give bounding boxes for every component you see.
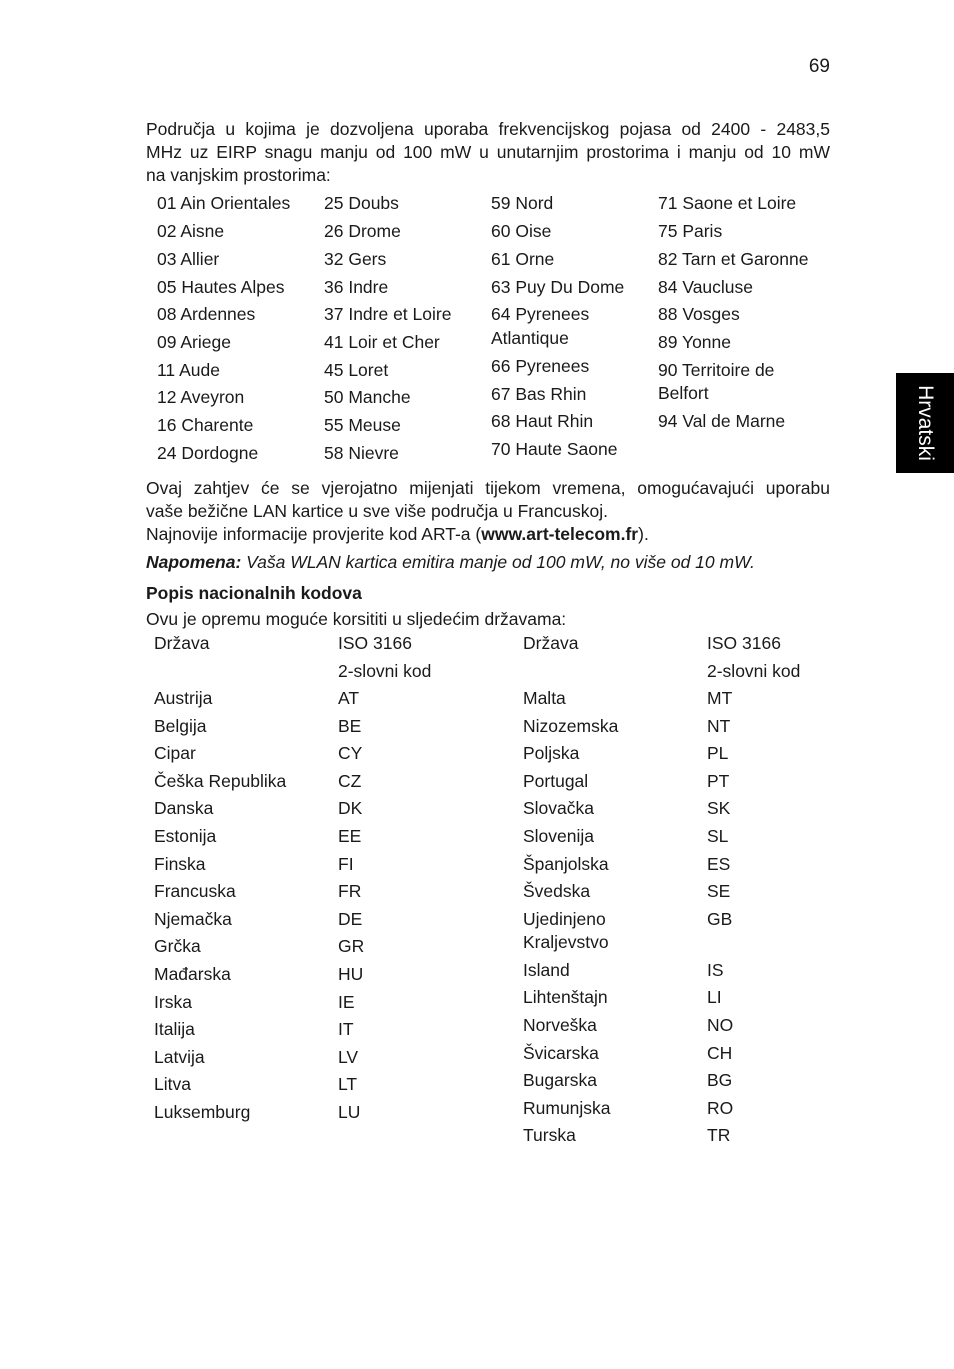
country-code: NT xyxy=(707,716,731,736)
country-code: LI xyxy=(707,987,722,1007)
note-paragraph xyxy=(146,551,830,574)
country-code: ES xyxy=(707,854,731,874)
page-number: 69 xyxy=(808,56,830,77)
country-code: IE xyxy=(338,992,355,1012)
department-cell: 58 Nievre xyxy=(324,443,399,463)
country-name: Švicarska xyxy=(523,1043,599,1063)
country-code: CY xyxy=(338,743,363,763)
country-code: AT xyxy=(338,688,360,708)
country-code: BE xyxy=(338,716,362,736)
change-line: vaše bežične LAN kartice u sve više područja u Francuskoj. xyxy=(146,501,609,521)
country-code: RO xyxy=(707,1098,734,1118)
department-cell: 16 Charente xyxy=(157,415,254,435)
country-code: DE xyxy=(338,909,363,929)
department-cell: 94 Val de Marne xyxy=(658,411,786,431)
country-name: Portugal xyxy=(523,771,589,791)
department-cell: 88 Vosges xyxy=(658,304,740,324)
country-name: Belgija xyxy=(154,716,207,736)
country-code: IS xyxy=(707,960,724,980)
department-cell: 11 Aude xyxy=(157,360,220,380)
country-code: EE xyxy=(338,826,362,846)
department-cell: 09 Ariege xyxy=(157,332,231,352)
language-tab-label: Hrvatski xyxy=(914,385,937,461)
country-name: Cipar xyxy=(154,743,196,763)
country-name: Nizozemska xyxy=(523,716,619,736)
department-cell: 61 Orne xyxy=(491,249,555,269)
department-cell: 84 Vaucluse xyxy=(658,277,754,297)
change-paragraph xyxy=(146,477,830,546)
department-cell: 24 Dordogne xyxy=(157,443,259,463)
country-code: FI xyxy=(338,854,354,874)
country-code: CH xyxy=(707,1043,733,1063)
country-name: Bugarska xyxy=(523,1070,597,1090)
header-code: ISO 3166 xyxy=(707,633,781,653)
country-code: GB xyxy=(707,909,733,929)
department-cell: 05 Hautes Alpes xyxy=(157,277,285,297)
department-cell: 75 Paris xyxy=(658,221,723,241)
country-name: Malta xyxy=(523,688,566,708)
country-name: Slovačka xyxy=(523,798,595,818)
intro-line: Područja u kojima je dozvoljena uporaba frekvencijskog pojasa od 2400 - 2483,5 xyxy=(146,119,830,139)
department-cell: 67 Bas Rhin xyxy=(491,384,587,404)
note-text: Vaša WLAN kartica emitira manje od 100 mW, no više od 10 mW. xyxy=(241,552,755,572)
department-cell: 90 Territoire de xyxy=(658,360,775,380)
country-name: Danska xyxy=(154,798,214,818)
country-code: IT xyxy=(338,1019,354,1039)
country-name: Slovenija xyxy=(523,826,595,846)
country-code: DK xyxy=(338,798,363,818)
header-code: ISO 3166 xyxy=(338,633,412,653)
country-code: HU xyxy=(338,964,364,984)
country-code: TR xyxy=(707,1125,731,1145)
country-name: Grčka xyxy=(154,936,201,956)
department-cell: 59 Nord xyxy=(491,193,554,213)
country-name: Poljska xyxy=(523,743,580,763)
info-line xyxy=(146,523,830,546)
department-cell: 37 Indre et Loire xyxy=(324,304,452,324)
country-name: Austrija xyxy=(154,688,213,708)
header-country: Država xyxy=(154,633,210,653)
country-name: Mađarska xyxy=(154,964,231,984)
country-name: Španjolska xyxy=(523,854,609,874)
country-code: LU xyxy=(338,1102,361,1122)
country-name-line2: Kraljevstvo xyxy=(523,932,609,952)
country-code: SL xyxy=(707,826,729,846)
department-cell: 03 Allier xyxy=(157,249,220,269)
country-name: Ujedinjeno xyxy=(523,909,606,929)
country-name: Litva xyxy=(154,1074,191,1094)
country-name: Estonija xyxy=(154,826,217,846)
department-cell: 01 Ain Orientales xyxy=(157,193,291,213)
department-cell: 12 Aveyron xyxy=(157,387,245,407)
department-cell: 08 Ardennes xyxy=(157,304,256,324)
department-cell: 66 Pyrenees xyxy=(491,356,590,376)
department-cell: 55 Meuse xyxy=(324,415,401,435)
country-code: GR xyxy=(338,936,365,956)
header-code-sub: 2-slovni kod xyxy=(338,661,432,681)
department-cell: 70 Haute Saone xyxy=(491,439,618,459)
art-telecom-link[interactable]: www.art-telecom.fr xyxy=(481,524,639,544)
intro-line: MHz uz EIRP snagu manju od 100 mW u unutarnjim prostorima i manju od 10 mW xyxy=(146,142,830,162)
codes-intro: Ovu je opremu moguće korsititi u sljedećim državama: xyxy=(146,609,567,629)
country-code: CZ xyxy=(338,771,362,791)
country-code: LV xyxy=(338,1047,359,1067)
country-name: Luksemburg xyxy=(154,1102,251,1122)
change-line: Ovaj zahtjev će se vjerojatno mijenjati tijekom vremena, omogućavajući uporabu xyxy=(146,478,830,498)
header-code-sub: 2-slovni kod xyxy=(707,661,801,681)
country-name: Švedska xyxy=(523,881,591,901)
country-name: Češka Republika xyxy=(154,771,287,791)
country-code: MT xyxy=(707,688,733,708)
department-cell: 02 Aisne xyxy=(157,221,225,241)
codes-heading-text: Popis nacionalnih kodova xyxy=(146,583,362,603)
intro-paragraph xyxy=(146,118,830,187)
info-text: Najnovije informacije provjerite kod ART-a ( xyxy=(146,524,482,544)
country-name: Latvija xyxy=(154,1047,205,1067)
country-name: Lihtenštajn xyxy=(523,987,608,1007)
country-name: Norveška xyxy=(523,1015,597,1035)
department-cell: 26 Drome xyxy=(324,221,401,241)
country-code: SE xyxy=(707,881,731,901)
country-name: Njemačka xyxy=(154,909,232,929)
intro-line: na vanjskim prostorima: xyxy=(146,165,331,185)
country-code: NO xyxy=(707,1015,734,1035)
country-code: PT xyxy=(707,771,730,791)
department-cell: 71 Saone et Loire xyxy=(658,193,797,213)
country-name: Irska xyxy=(154,992,192,1012)
header-country: Država xyxy=(523,633,579,653)
info-text-end: ). xyxy=(638,524,649,544)
department-cell: 41 Loir et Cher xyxy=(324,332,440,352)
country-name: Rumunjska xyxy=(523,1098,611,1118)
department-cell: 50 Manche xyxy=(324,387,411,407)
department-cell: 60 Oise xyxy=(491,221,552,241)
country-name: Turska xyxy=(523,1125,576,1145)
country-code: PL xyxy=(707,743,729,763)
department-cell: 36 Indre xyxy=(324,277,389,297)
department-cell: 89 Yonne xyxy=(658,332,732,352)
country-name: Francuska xyxy=(154,881,236,901)
country-code: SK xyxy=(707,798,731,818)
department-cell: 68 Haut Rhin xyxy=(491,411,594,431)
country-code: BG xyxy=(707,1070,733,1090)
country-name: Italija xyxy=(154,1019,195,1039)
country-name: Finska xyxy=(154,854,206,874)
country-name: Island xyxy=(523,960,570,980)
country-code: FR xyxy=(338,881,362,901)
department-cell: 82 Tarn et Garonne xyxy=(658,249,809,269)
department-cell: Belfort xyxy=(658,383,709,403)
language-tab xyxy=(896,373,954,473)
codes-heading xyxy=(146,582,830,605)
note-label: Napomena: xyxy=(146,552,242,572)
department-cell: 32 Gers xyxy=(324,249,387,269)
department-cell: 64 Pyrenees xyxy=(491,304,590,324)
country-code: LT xyxy=(338,1074,358,1094)
department-cell: 45 Loret xyxy=(324,360,389,380)
department-cell: Atlantique xyxy=(491,328,569,348)
department-cell: 63 Puy Du Dome xyxy=(491,277,625,297)
department-cell: 25 Doubs xyxy=(324,193,399,213)
